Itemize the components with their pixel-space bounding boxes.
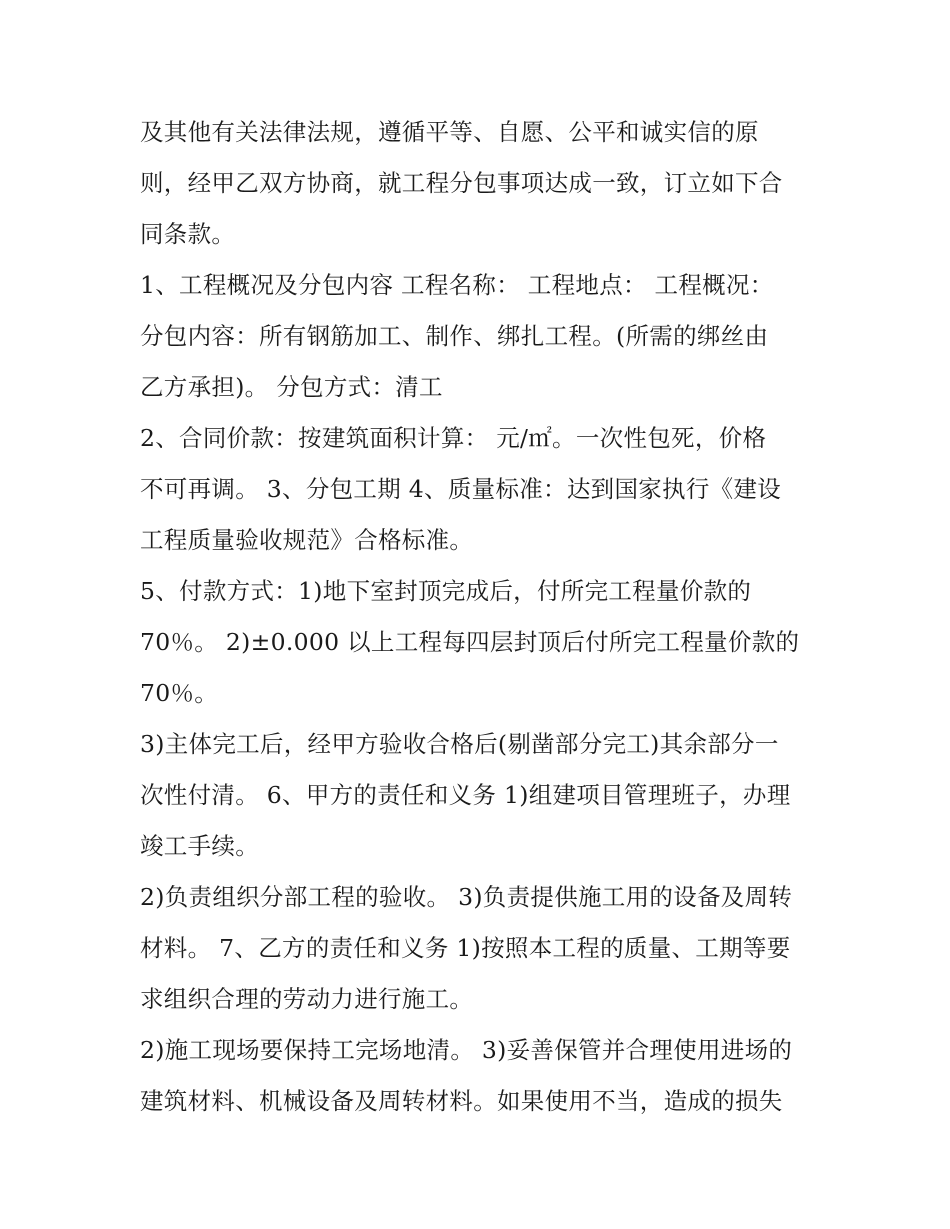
text-line: 70％。 bbox=[140, 679, 219, 707]
text-line: 70％。 2)±0.000 以上工程每四层封顶后付所完工程量价款的 bbox=[140, 628, 800, 656]
text-line: 工程质量验收规范》合格标准。 bbox=[140, 526, 474, 554]
text-line: 则，经甲乙双方协商，就工程分包事项达成一致，订立如下合 bbox=[140, 169, 783, 197]
text-line: 求组织合理的劳动力进行施工。 bbox=[140, 985, 474, 1013]
text-line: 次性付清。 6、甲方的责任和义务 1)组建项目管理班子，办理 bbox=[140, 781, 791, 809]
text-line: 2、合同价款：按建筑面积计算： 元/㎡。一次性包死，价格 bbox=[140, 424, 767, 452]
text-line: 3)主体完工后，经甲方验收合格后(剔凿部分完工)其余部分一 bbox=[140, 730, 779, 758]
text-line: 及其他有关法律法规，遵循平等、自愿、公平和诚实信的原 bbox=[140, 118, 759, 146]
text-line: 5、付款方式：1)地下室封顶完成后，付所完工程量价款的 bbox=[140, 577, 752, 605]
paragraph-party-b-duties bbox=[140, 872, 820, 1025]
paragraph-contract-price bbox=[140, 413, 820, 566]
text-line: 2)施工现场要保持工完场地清。 3)妥善保管并合理使用进场的 bbox=[140, 1036, 793, 1064]
paragraph-project-overview bbox=[140, 260, 820, 413]
text-line: 2)负责组织分部工程的验收。 3)负责提供施工用的设备及周转 bbox=[140, 883, 793, 911]
paragraph-intro bbox=[140, 107, 820, 260]
text-line: 同条款。 bbox=[140, 220, 236, 248]
text-line: 1、工程概况及分包内容 工程名称： 工程地点： 工程概况： bbox=[140, 271, 774, 299]
text-line: 分包内容：所有钢筋加工、制作、绑扎工程。(所需的绑丝由 bbox=[140, 322, 769, 350]
document-body bbox=[140, 107, 820, 1127]
paragraph-site-management bbox=[140, 1025, 820, 1127]
text-line: 乙方承担)。 分包方式：清工 bbox=[140, 373, 443, 401]
text-line: 不可再调。 3、分包工期 4、质量标准：达到国家执行《建设 bbox=[140, 475, 782, 503]
text-line: 竣工手续。 bbox=[140, 832, 259, 860]
paragraph-party-a-duties bbox=[140, 719, 820, 872]
paragraph-payment-terms bbox=[140, 566, 820, 719]
text-line: 材料。 7、乙方的责任和义务 1)按照本工程的质量、工期等要 bbox=[140, 934, 791, 962]
text-line: 建筑材料、机械设备及周转材料。如果使用不当，造成的损失 bbox=[140, 1087, 783, 1115]
